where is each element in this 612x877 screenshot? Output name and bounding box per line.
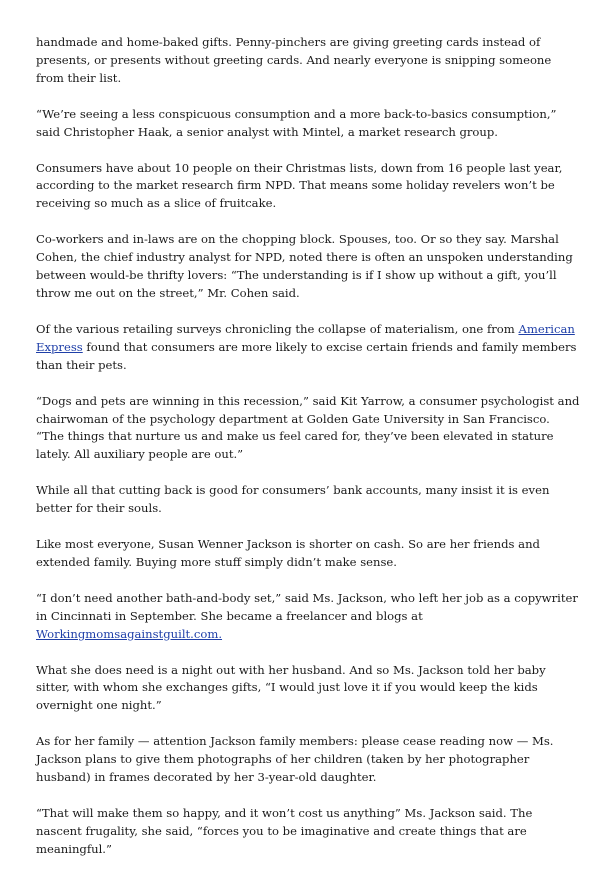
paragraph-3: Consumers have about 10 people on their Christmas lists, down from 16 people last year, according to the market research firm NPD. That means some holiday revelers won’t be receiving so much as a slice of fruitcake. <box>36 160 563 211</box>
paragraph-5 <box>36 321 580 375</box>
paragraph-4: Co-workers and in-laws are on the chopping block. Spouses, too. Or so they say. Marshal Cohen, the chief industry analyst for NPD, noted there is often an unspoken understanding between would-be thrifty lovers: “The understanding is if I show up without a gift, you’ll throw me out on the street,” Mr. Cohen said. <box>36 232 573 300</box>
paragraph-5-text-before: Of the various retailing surveys chronicling the collapse of materialism, one from <box>36 321 519 336</box>
paragraph-1: handmade and home-baked gifts. Penny-pinchers are giving greeting cards instead of presents, or presents without greeting cards. And nearly everyone is snipping someone from their list. <box>36 35 552 85</box>
paragraph-11: As for her family — attention Jackson family members: please cease reading now — Ms. Jackson plans to give them photographs of her children (taken by her photographer husband) in frames decorated by her 3-year-old daughter. <box>36 734 554 785</box>
american-express-link[interactable]: American Express <box>36 321 575 354</box>
working-moms-link[interactable]: Workingmomsagainstguilt.com. <box>36 626 223 641</box>
paragraph-7: While all that cutting back is good for consumers’ bank accounts, many insist it is even better for their souls. <box>36 483 550 516</box>
paragraph-6: “Dogs and pets are winning in this recession,” said Kit Yarrow, a consumer psychologist and chairwoman of the psychology department at Golden Gate University in San Francisco. “The things that nurture us and make us feel cared for, they’ve been elevated in stature lately. All auxiliary people are out.” <box>36 393 580 462</box>
paragraph-2: “We’re seeing a less conspicuous consumption and a more back-to-basics consumption,” said Christopher Haak, a senior analyst with Mintel, a market research group. <box>36 106 557 139</box>
paragraph-5-text-after: found that consumers are more likely to excise certain friends and family members than their pets. <box>36 339 577 372</box>
article-body <box>36 34 580 877</box>
paragraph-12: “That will make them so happy, and it won’t cost us anything” Ms. Jackson said. The nascent frugality, she said, “forces you to be imaginative and create things that are meaningful.” <box>36 806 533 856</box>
paragraph-9-text-before: “I don’t need another bath-and-body set,” said Ms. Jackson, who left her job as a copywriter in Cincinnati in September. She became a freelancer and blogs at <box>36 590 578 623</box>
paragraph-9 <box>36 590 580 644</box>
paragraph-10: What she does need is a night out with her husband. And so Ms. Jackson told her baby sitter, with whom she exchanges gifts, “I would just love it if you would keep the kids overnight one night.” <box>36 662 546 713</box>
paragraph-8: Like most everyone, Susan Wenner Jackson is shorter on cash. So are her friends and extended family. Buying more stuff simply didn’t make sense. <box>36 537 540 569</box>
